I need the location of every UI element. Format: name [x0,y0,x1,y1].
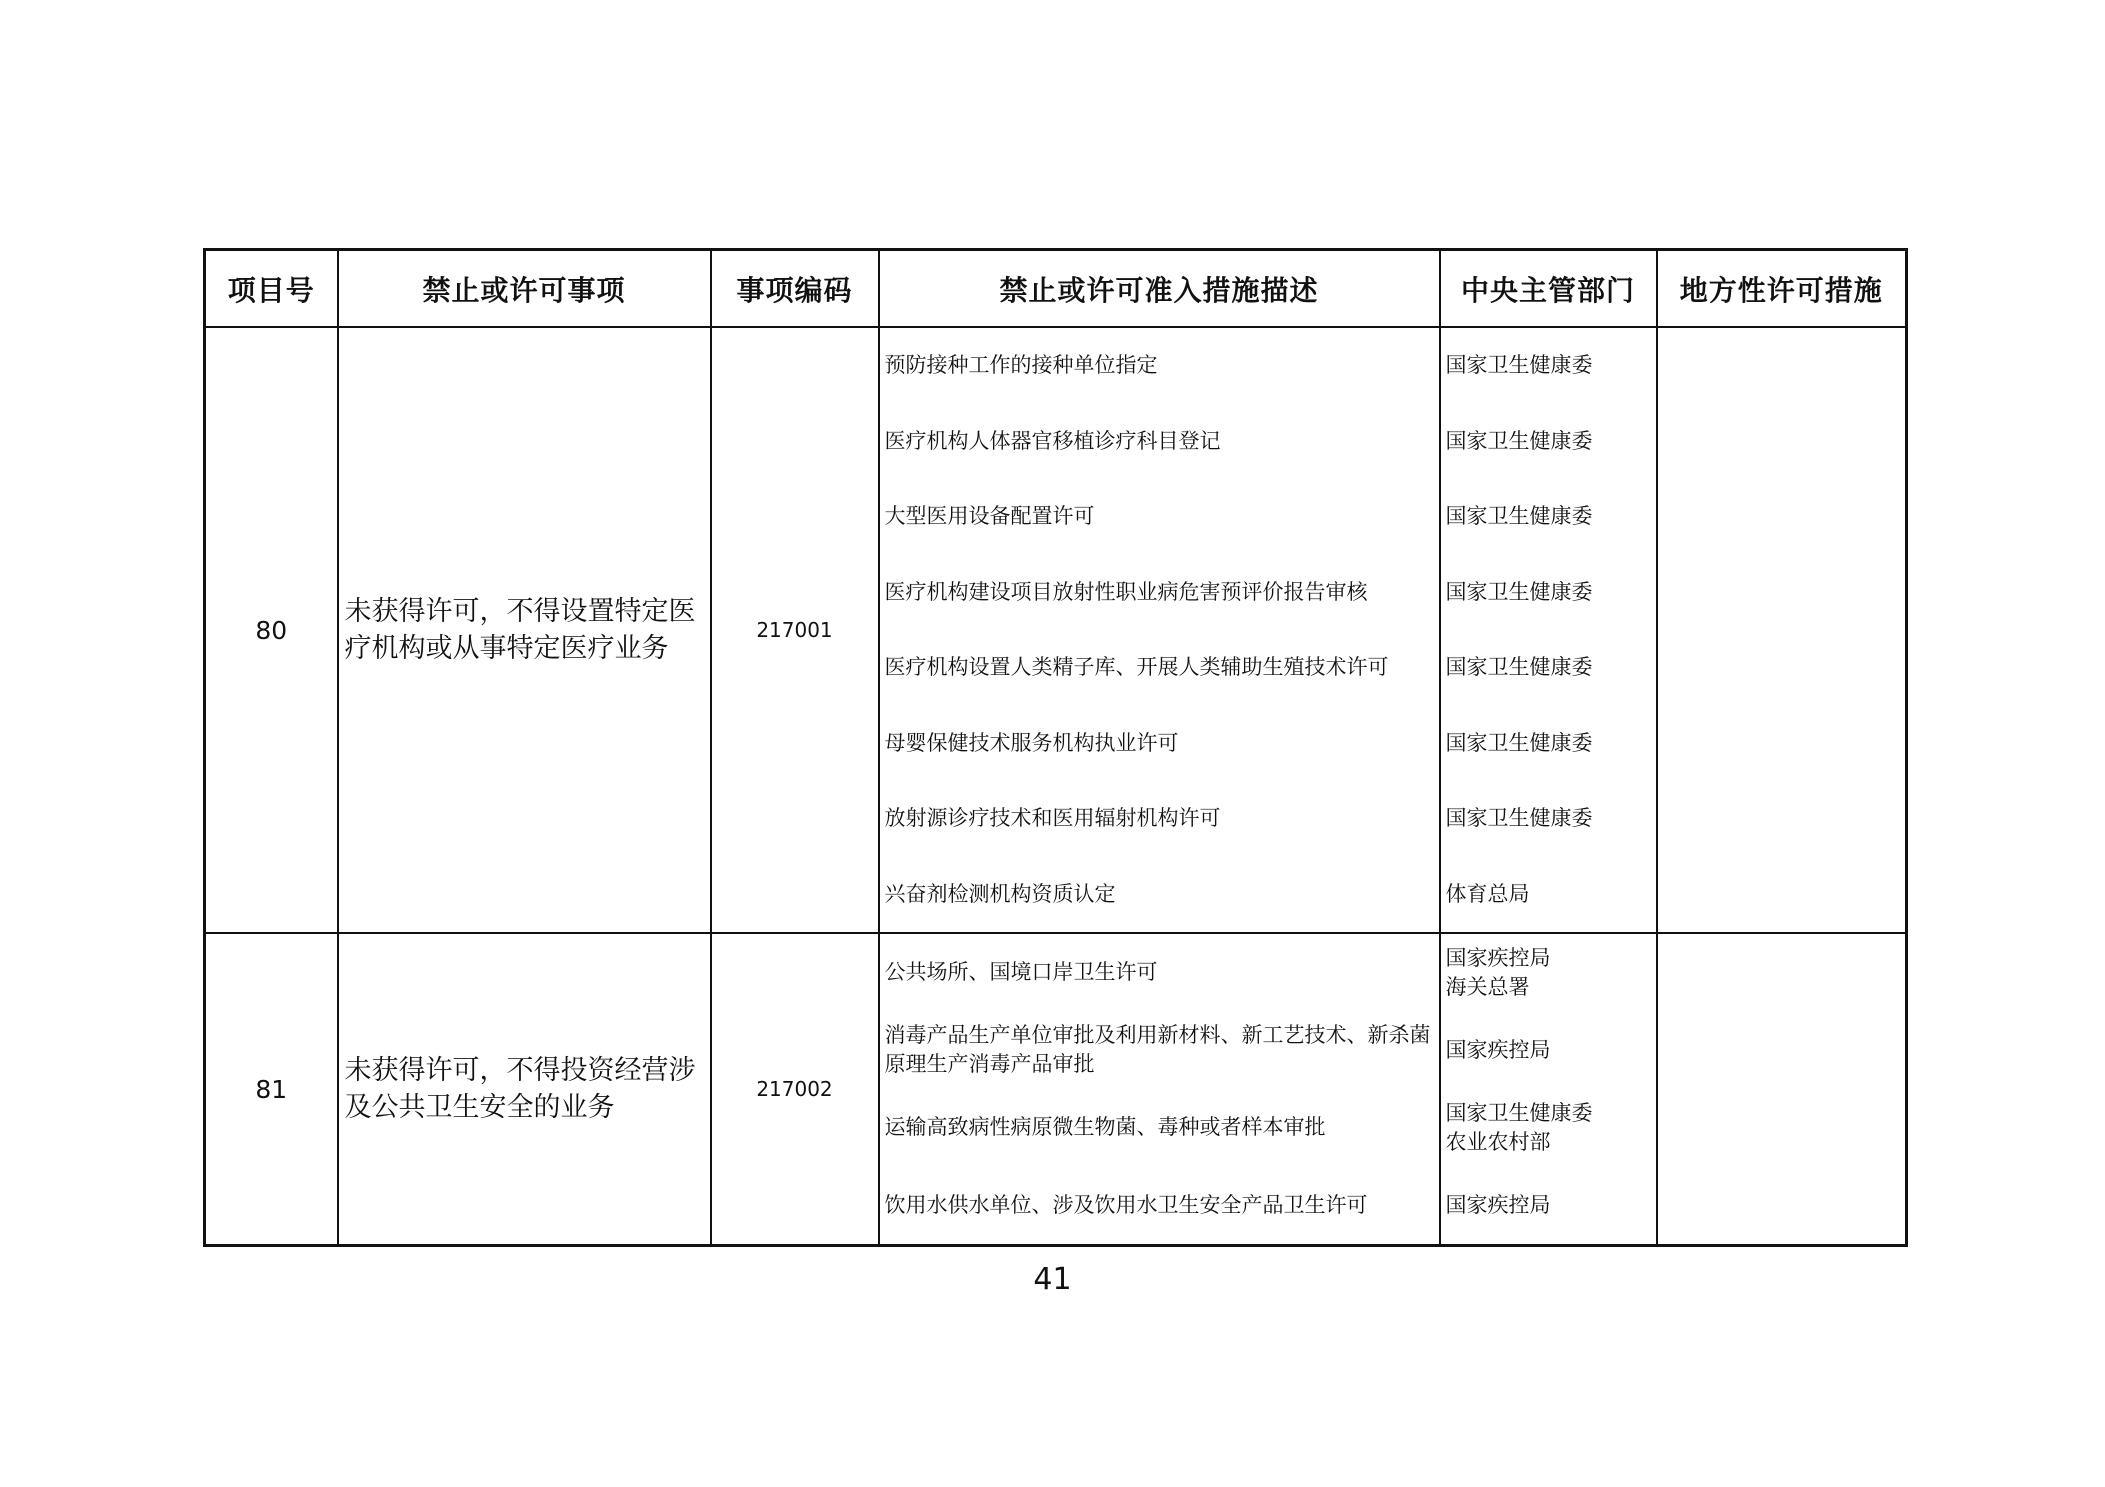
description-entry: 大型医用设备配置许可 [884,504,1095,529]
department-name: 国家卫生健康委 [1445,504,1593,529]
department-entry [1441,1167,1656,1245]
department-entry [1441,404,1656,480]
description-entry: 医疗机构人体器官移植诊疗科目登记 [884,428,1221,453]
department-name: 海关总署 [1445,974,1530,999]
description-entry: 运输高致病性病原微生物菌、毒种或者样本审批 [884,1115,1326,1140]
description-cell [879,327,1440,933]
item-code-cell: 217002 [711,933,879,1246]
description-entry: 公共场所、国境口岸卫生许可 [884,960,1158,985]
department-name: 国家卫生健康委 [1445,655,1593,680]
department-entry [1441,630,1656,706]
description-entry: 放射源诊疗技术和医用辐射机构许可 [884,806,1221,831]
department-name: 国家疾控局 [1445,1037,1551,1062]
description-entry: 消毒产品生产单位审批及利用新材料、新工艺技术、新杀菌原理生产消毒产品审批 [884,1023,1431,1077]
department-entry [1441,328,1656,404]
department-name: 国家疾控局 [1445,1192,1551,1217]
department-entry [1441,857,1656,933]
department-cell [1440,327,1657,933]
department-cell [1440,933,1657,1246]
description-entry: 医疗机构设置人类精子库、开展人类辅助生殖技术许可 [884,655,1389,680]
description-list [880,328,1439,932]
item-number-cell: 80 [205,327,338,933]
description-entry: 母婴保健技术服务机构执业许可 [884,730,1179,755]
department-name: 国家卫生健康委 [1445,806,1593,831]
department-name: 国家卫生健康委 [1445,1100,1593,1125]
header-permit-item: 禁止或许可事项 [338,250,711,328]
department-name: 国家卫生健康委 [1445,730,1593,755]
department-name: 国家卫生健康委 [1445,579,1593,604]
description-entry: 医疗机构建设项目放射性职业病危害预评价报告审核 [884,579,1368,604]
permit-table [203,248,1908,1247]
department-name: 农业农村部 [1445,1129,1551,1154]
local-measure-cell [1657,327,1907,933]
department-entry [1441,479,1656,555]
item-code-cell: 217001 [711,327,879,933]
permit-item-cell: 未获得许可，不得设置特定医疗机构或从事特定医疗业务 [338,327,711,933]
table-row [205,327,1907,933]
department-entry [1441,555,1656,631]
department-name: 体育总局 [1445,881,1530,906]
item-number-cell: 81 [205,933,338,1246]
table-row [205,933,1907,1246]
permit-item-cell: 未获得许可，不得投资经营涉及公共卫生安全的业务 [338,933,711,1246]
table-header-row [205,250,1907,328]
local-measure-cell [1657,933,1907,1246]
department-name: 国家卫生健康委 [1445,428,1593,453]
header-local-measures: 地方性许可措施 [1657,250,1907,328]
page-number: 41 [1033,1262,1072,1297]
header-central-department: 中央主管部门 [1440,250,1657,328]
description-list [880,934,1439,1244]
description-entry: 兴奋剂检测机构资质认定 [884,881,1116,906]
department-name: 国家卫生健康委 [1445,353,1593,378]
header-measure-description: 禁止或许可准入措施描述 [879,250,1440,328]
header-item-number: 项目号 [205,250,338,328]
department-list [1441,328,1656,932]
department-entry [1441,1012,1656,1090]
description-cell [879,933,1440,1246]
department-entry [1441,934,1656,1012]
department-list [1441,934,1656,1244]
header-item-code: 事项编码 [711,250,879,328]
department-entry [1441,781,1656,857]
department-name: 国家疾控局 [1445,945,1551,970]
department-entry [1441,1089,1656,1167]
department-entry [1441,706,1656,782]
description-entry: 预防接种工作的接种单位指定 [884,353,1158,378]
description-entry: 饮用水供水单位、涉及饮用水卫生安全产品卫生许可 [884,1192,1368,1217]
